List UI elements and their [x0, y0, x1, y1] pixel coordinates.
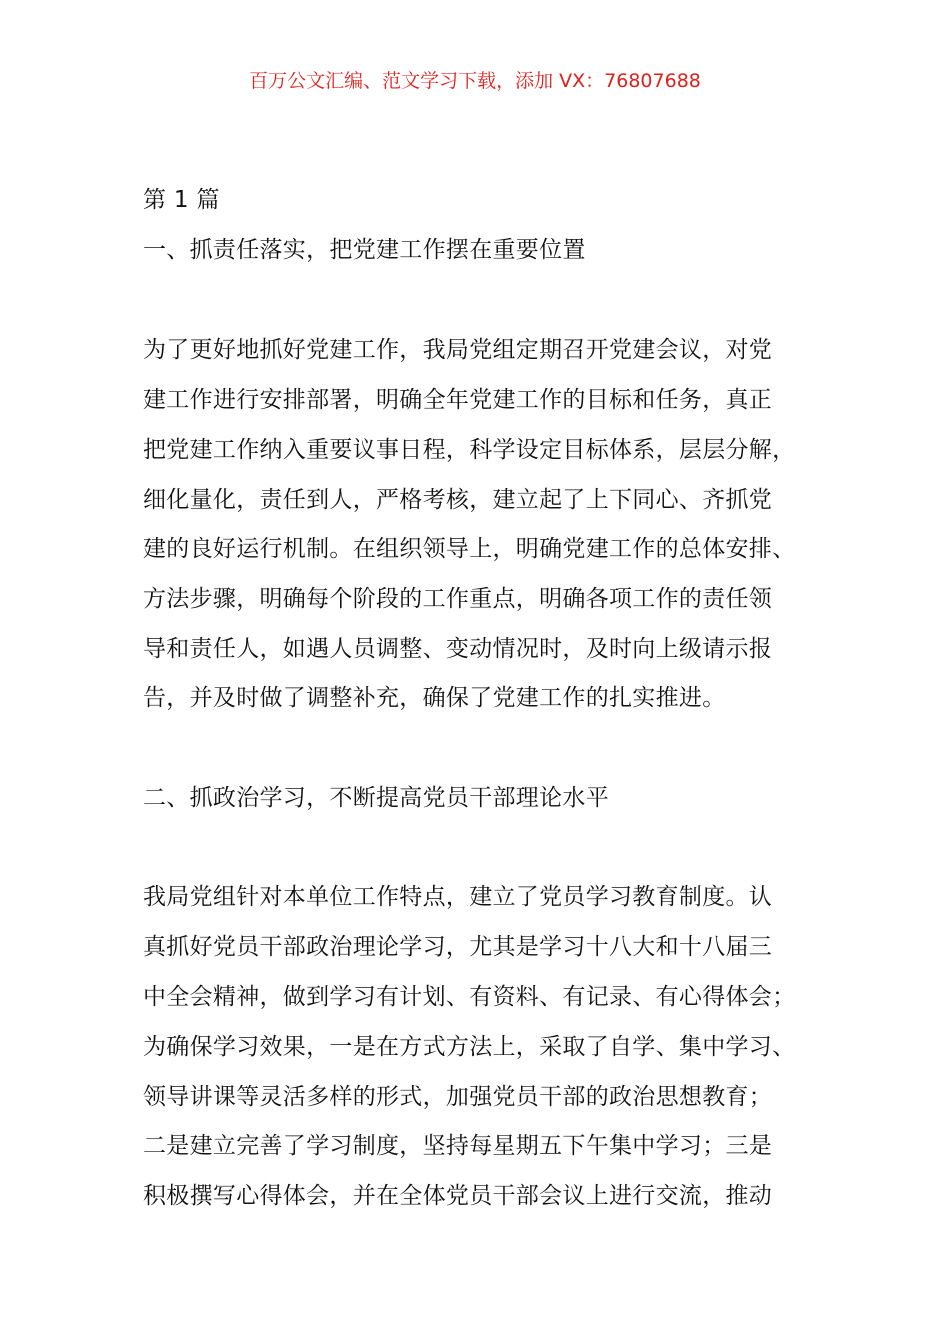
section-heading: 一、抓责任落实，把党建工作摆在重要位置 — [143, 237, 586, 263]
paragraph-line: 为了更好地抓好党建工作，我局党组定期召开党建会议，对党 — [143, 337, 773, 363]
paragraph-line: 积极撰写心得体会，并在全体党员干部会议上进行交流，推动 — [143, 1183, 773, 1209]
paragraph-line: 把党建工作纳入重要议事日程，科学设定目标体系，层层分解， — [143, 437, 796, 463]
chapter-title: 第 1 篇 — [143, 187, 220, 213]
paragraph-line: 细化量化，责任到人，严格考核，建立起了上下同心、齐抓党 — [143, 487, 773, 513]
watermark-header: 百万公文汇编、范文学习下载，添加 VX：76807688 — [249, 70, 701, 92]
paragraph-line: 真抓好党员干部政治理论学习，尤其是学习十八大和十八届三 — [143, 934, 773, 960]
paragraph-line: 中全会精神，做到学习有计划、有资料、有记录、有心得体会； — [143, 984, 796, 1010]
paragraph-line: 二是建立完善了学习制度，坚持每星期五下午集中学习；三是 — [143, 1133, 773, 1159]
paragraph-line: 我局党组针对本单位工作特点，建立了党员学习教育制度。认 — [143, 884, 773, 910]
section-heading: 二、抓政治学习，不断提高党员干部理论水平 — [143, 785, 609, 811]
paragraph-line: 为确保学习效果，一是在方式方法上，采取了自学、集中学习、 — [143, 1034, 796, 1060]
paragraph-line: 方法步骤，明确每个阶段的工作重点，明确各项工作的责任领 — [143, 586, 773, 612]
paragraph-line: 建工作进行安排部署，明确全年党建工作的目标和任务，真正 — [143, 387, 773, 413]
paragraph-line: 领导讲课等灵活多样的形式，加强党员干部的政治思想教育； — [143, 1084, 773, 1110]
paragraph-line: 建的良好运行机制。在组织领导上，明确党建工作的总体安排、 — [143, 536, 796, 562]
paragraph-line: 导和责任人，如遇人员调整、变动情况时，及时向上级请示报 — [143, 636, 773, 662]
paragraph-line: 告，并及时做了调整补充，确保了党建工作的扎实推进。 — [143, 685, 726, 711]
